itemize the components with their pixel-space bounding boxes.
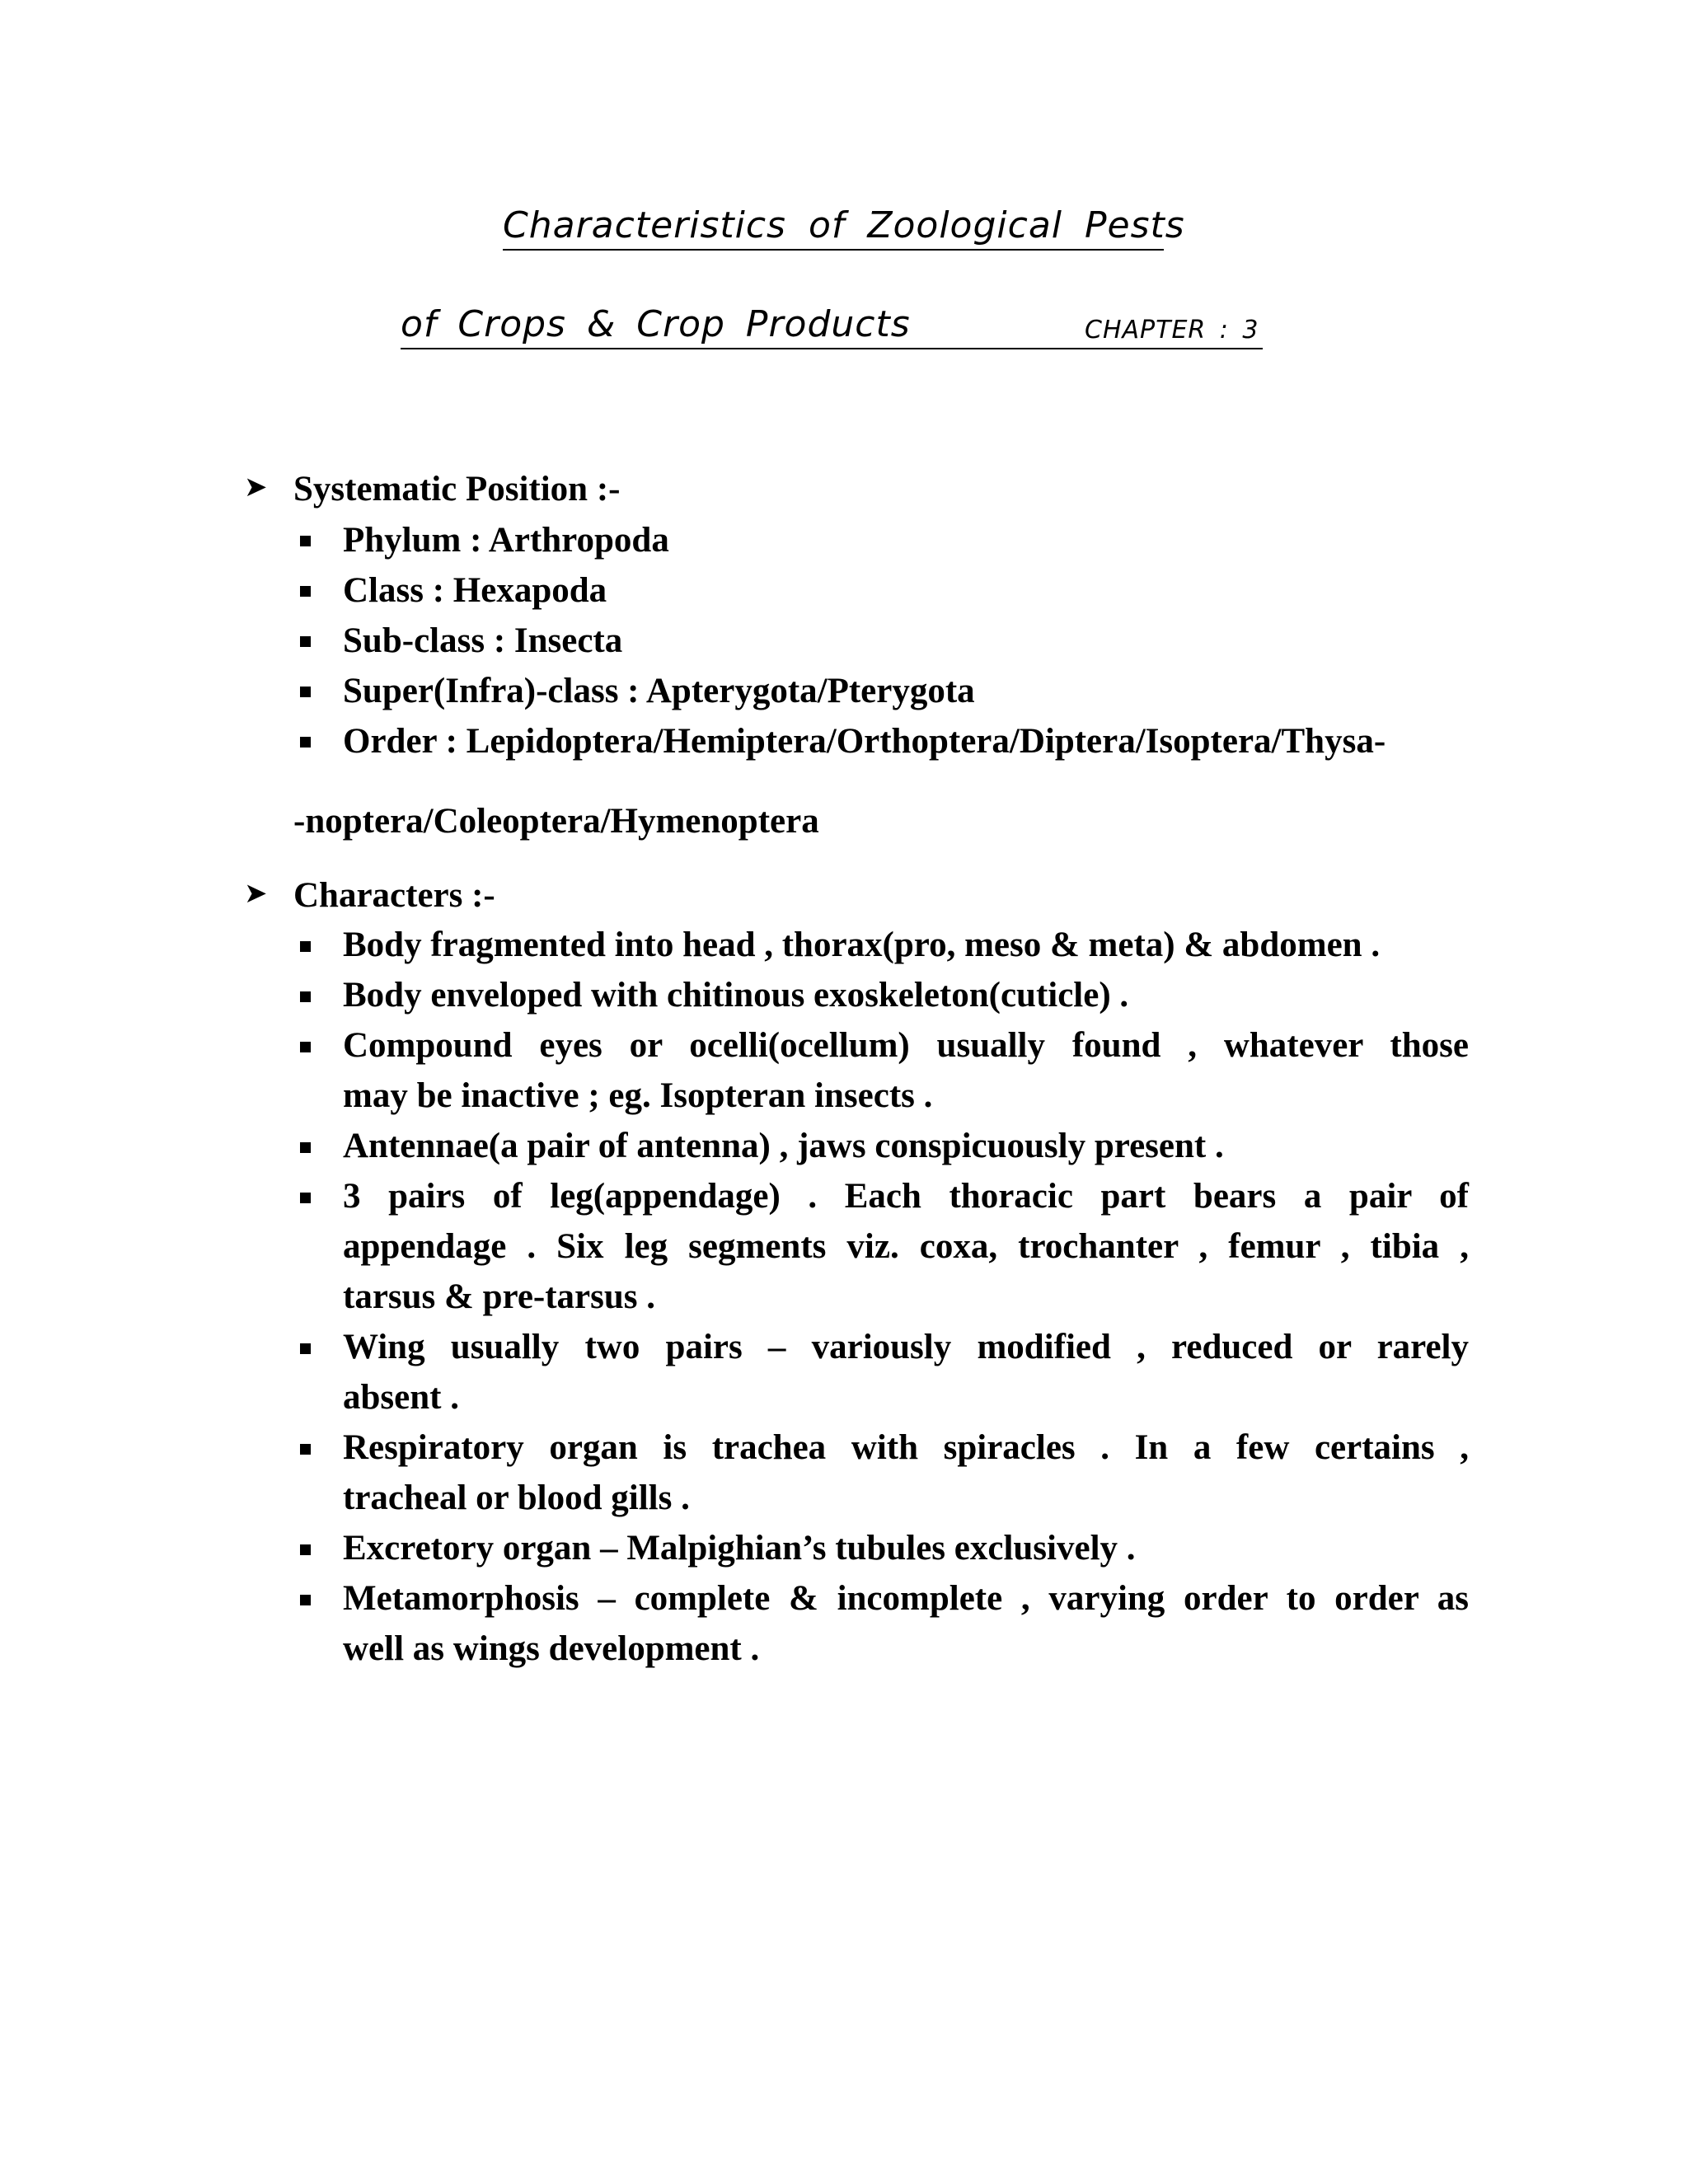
list-item [343, 1422, 1469, 1523]
list-item-line: Metamorphosis – complete & incomplete , varying order to order as [343, 1579, 1469, 1618]
section-heading-characters: Characters :- [293, 876, 495, 915]
list-item-line: appendage . Six leg segments viz. coxa, trochanter , femur , tibia , [343, 1227, 1469, 1266]
list-item-line: Excretory organ – Malpighian’s tubules exclusively . [343, 1529, 1136, 1568]
square-bullet-icon [300, 1042, 311, 1052]
list-item-line: Wing usually two pairs – variously modified , reduced or rarely [343, 1328, 1469, 1366]
list-item: Sub-class : Insecta [343, 621, 623, 660]
list-item [343, 1121, 1469, 1171]
list-item-line: absent . [343, 1378, 459, 1417]
square-bullet-icon [300, 737, 311, 748]
list-item: Phylum : Arthropoda [343, 521, 669, 560]
square-bullet-icon [300, 1444, 311, 1455]
list-item-line: Compound eyes or ocelli(ocellum) usually found , whatever those [343, 1026, 1469, 1065]
list-item: Super(Infra)-class : Apterygota/Pterygota [343, 672, 975, 710]
square-bullet-icon [300, 991, 311, 1002]
list-item [343, 920, 1469, 970]
section-heading-systematic: Systematic Position :- [293, 470, 621, 509]
square-bullet-icon [300, 586, 311, 597]
list-item: Order : Lepidoptera/Hemiptera/Orthoptera/Diptera/Isoptera/Thysa- [343, 722, 1386, 761]
square-bullet-icon [300, 1595, 311, 1605]
square-bullet-icon [300, 636, 311, 647]
square-bullet-icon [300, 941, 311, 952]
list-item [343, 1573, 1469, 1674]
square-bullet-icon [300, 1142, 311, 1153]
list-item-line: tarsus & pre-tarsus . [343, 1277, 656, 1316]
list-item-continuation: -noptera/Coleoptera/Hymenoptera [293, 802, 819, 841]
page-title-line-2 [401, 303, 1263, 349]
arrow-bullet-icon: ➤ [244, 877, 268, 910]
arrow-bullet-icon: ➤ [244, 471, 268, 504]
list-item [343, 970, 1469, 1020]
list-item [343, 1171, 1469, 1322]
page-title-line-1: Characteristics of Zoological Pests [503, 208, 1164, 251]
list-item [343, 1020, 1469, 1121]
chapter-label: CHAPTER : 3 [1085, 316, 1259, 344]
list-item-line: Body fragmented into head , thorax(pro, meso & meta) & abdomen . [343, 926, 1381, 964]
square-bullet-icon [300, 687, 311, 697]
list-item-line: Respiratory organ is trachea with spiracles . In a few certains , [343, 1428, 1469, 1467]
square-bullet-icon [300, 1193, 311, 1203]
list-item [343, 1523, 1469, 1573]
list-item [343, 1322, 1469, 1422]
list-item-line: may be inactive ; eg. Isopteran insects . [343, 1076, 933, 1115]
square-bullet-icon [300, 1343, 311, 1354]
list-item: Class : Hexapoda [343, 571, 607, 610]
list-item-line: well as wings development . [343, 1629, 760, 1668]
list-item-line: Antennae(a pair of antenna) , jaws conspicuously present . [343, 1127, 1224, 1165]
list-item-line: tracheal or blood gills . [343, 1479, 690, 1517]
square-bullet-icon [300, 1544, 311, 1555]
page-title-line-2-text: of Crops & Crop Products [401, 303, 911, 345]
list-item-line: Body enveloped with chitinous exoskeleton(cuticle) . [343, 976, 1129, 1015]
list-item-line: 3 pairs of leg(appendage) . Each thoracic part bears a pair of [343, 1177, 1469, 1216]
square-bullet-icon [300, 536, 311, 546]
